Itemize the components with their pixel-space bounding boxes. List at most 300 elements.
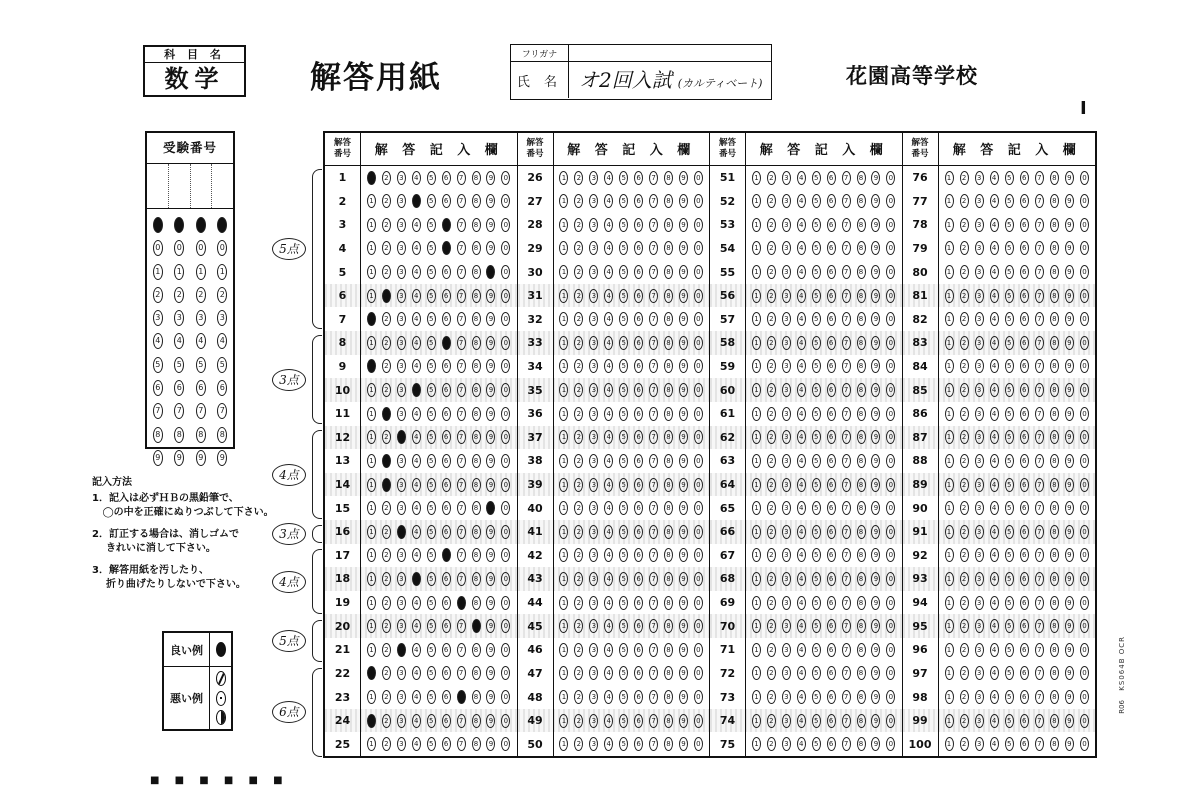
answer-bubble[interactable]: 5 xyxy=(427,454,436,468)
answer-bubble[interactable]: 5 xyxy=(812,737,821,751)
answer-bubble[interactable]: 9 xyxy=(486,690,495,704)
answer-bubble[interactable]: 6 xyxy=(1020,596,1029,610)
answer-bubble[interactable]: 8 xyxy=(472,454,481,468)
answer-bubble[interactable]: 6 xyxy=(634,548,643,562)
answer-bubble[interactable]: 8 xyxy=(664,359,673,373)
answer-bubble[interactable]: 8 xyxy=(664,241,673,255)
answer-bubble[interactable]: 5 xyxy=(1005,619,1014,633)
answer-bubble[interactable]: 9 xyxy=(679,359,688,373)
answer-bubble[interactable]: 5 xyxy=(427,336,436,350)
answer-bubble[interactable]: 3 xyxy=(782,312,791,326)
answer-bubble[interactable]: 0 xyxy=(1080,737,1089,751)
answer-bubble[interactable]: 5 xyxy=(427,525,436,539)
answer-bubble[interactable]: 5 xyxy=(427,643,436,657)
answer-bubble[interactable]: 1 xyxy=(752,218,761,232)
answer-bubble[interactable]: 1 xyxy=(752,643,761,657)
answer-bubble[interactable]: 8 xyxy=(857,501,866,515)
answer-bubble[interactable]: 0 xyxy=(1080,383,1089,397)
answer-bubble[interactable]: 6 xyxy=(634,194,643,208)
answer-bubble[interactable]: 9 xyxy=(1065,666,1074,680)
answer-bubble[interactable]: 1 xyxy=(945,265,954,279)
answer-bubble[interactable]: 8 xyxy=(664,171,673,185)
answer-bubble[interactable]: 5 xyxy=(427,194,436,208)
examinee-digit-bubble[interactable]: 3 xyxy=(153,310,163,326)
answer-bubble[interactable]: 1 xyxy=(752,407,761,421)
answer-bubble[interactable]: 8 xyxy=(664,265,673,279)
answer-bubble[interactable]: 9 xyxy=(486,454,495,468)
answer-bubble[interactable]: 0 xyxy=(501,619,510,633)
answer-bubble[interactable]: 8 xyxy=(1050,312,1059,326)
answer-bubble[interactable]: 8 xyxy=(472,596,481,610)
answer-bubble[interactable]: 3 xyxy=(975,478,984,492)
answer-bubble[interactable]: 9 xyxy=(871,501,880,515)
answer-bubble[interactable]: 7 xyxy=(457,194,466,208)
answer-bubble[interactable]: 2 xyxy=(574,643,583,657)
examinee-digit-bubble[interactable]: 9 xyxy=(217,450,227,466)
answer-bubble[interactable]: 8 xyxy=(1050,383,1059,397)
answer-bubble[interactable]: 4 xyxy=(797,666,806,680)
answer-bubble[interactable]: 2 xyxy=(574,430,583,444)
answer-bubble[interactable]: 9 xyxy=(486,194,495,208)
answer-bubble[interactable]: 8 xyxy=(664,643,673,657)
answer-bubble[interactable]: 4 xyxy=(412,194,421,208)
answer-bubble[interactable]: 9 xyxy=(1065,383,1074,397)
answer-bubble[interactable]: 2 xyxy=(574,383,583,397)
answer-bubble[interactable]: 0 xyxy=(1080,194,1089,208)
answer-bubble[interactable]: 1 xyxy=(559,643,568,657)
answer-bubble[interactable]: 9 xyxy=(1065,737,1074,751)
answer-bubble[interactable]: 1 xyxy=(945,194,954,208)
answer-bubble[interactable]: 6 xyxy=(1020,407,1029,421)
answer-bubble[interactable]: 2 xyxy=(382,548,391,562)
answer-bubble[interactable]: 2 xyxy=(574,525,583,539)
answer-bubble[interactable]: 2 xyxy=(960,619,969,633)
answer-bubble[interactable]: 6 xyxy=(634,171,643,185)
answer-bubble[interactable]: 5 xyxy=(427,407,436,421)
answer-bubble[interactable]: 6 xyxy=(827,359,836,373)
answer-bubble[interactable]: 2 xyxy=(960,643,969,657)
answer-bubble[interactable]: 7 xyxy=(1035,407,1044,421)
answer-bubble[interactable]: 7 xyxy=(1035,525,1044,539)
answer-bubble[interactable]: 8 xyxy=(857,383,866,397)
answer-bubble[interactable]: 2 xyxy=(767,643,776,657)
answer-bubble[interactable]: 2 xyxy=(960,501,969,515)
answer-bubble[interactable]: 5 xyxy=(427,501,436,515)
answer-bubble[interactable]: 8 xyxy=(857,643,866,657)
answer-bubble[interactable]: 0 xyxy=(1080,265,1089,279)
answer-bubble[interactable]: 4 xyxy=(797,548,806,562)
answer-bubble[interactable]: 3 xyxy=(975,289,984,303)
answer-bubble[interactable]: 5 xyxy=(619,383,628,397)
answer-bubble[interactable]: 1 xyxy=(367,619,376,633)
answer-bubble[interactable]: 9 xyxy=(1065,596,1074,610)
answer-bubble[interactable]: 3 xyxy=(589,501,598,515)
answer-bubble[interactable]: 3 xyxy=(397,171,406,185)
answer-bubble[interactable]: 7 xyxy=(649,171,658,185)
answer-bubble[interactable]: 6 xyxy=(827,478,836,492)
answer-bubble[interactable]: 7 xyxy=(1035,548,1044,562)
answer-bubble[interactable]: 2 xyxy=(574,714,583,728)
answer-bubble[interactable]: 6 xyxy=(1020,478,1029,492)
answer-bubble[interactable]: 3 xyxy=(589,194,598,208)
answer-bubble[interactable]: 7 xyxy=(649,525,658,539)
answer-bubble[interactable]: 7 xyxy=(457,171,466,185)
answer-bubble[interactable]: 7 xyxy=(457,548,466,562)
answer-bubble[interactable]: 4 xyxy=(797,572,806,586)
answer-bubble[interactable]: 5 xyxy=(1005,265,1014,279)
answer-bubble[interactable]: 5 xyxy=(619,714,628,728)
answer-bubble[interactable]: 4 xyxy=(990,501,999,515)
answer-bubble[interactable]: 7 xyxy=(1035,572,1044,586)
answer-bubble[interactable]: 6 xyxy=(827,430,836,444)
answer-bubble[interactable]: 3 xyxy=(589,548,598,562)
answer-bubble[interactable]: 6 xyxy=(1020,714,1029,728)
answer-bubble[interactable]: 4 xyxy=(990,643,999,657)
answer-bubble[interactable]: 7 xyxy=(842,359,851,373)
answer-bubble[interactable]: 8 xyxy=(472,218,481,232)
answer-bubble[interactable]: 2 xyxy=(574,572,583,586)
answer-bubble[interactable]: 5 xyxy=(619,690,628,704)
answer-bubble[interactable]: 6 xyxy=(442,690,451,704)
answer-bubble[interactable]: 9 xyxy=(871,525,880,539)
answer-bubble[interactable]: 7 xyxy=(649,218,658,232)
answer-bubble[interactable]: 7 xyxy=(649,478,658,492)
answer-bubble[interactable]: 0 xyxy=(501,737,510,751)
answer-bubble[interactable]: 4 xyxy=(797,643,806,657)
answer-bubble[interactable]: 5 xyxy=(1005,218,1014,232)
answer-bubble[interactable]: 7 xyxy=(842,194,851,208)
answer-bubble[interactable]: 2 xyxy=(574,478,583,492)
answer-bubble[interactable]: 1 xyxy=(752,714,761,728)
answer-bubble[interactable]: 3 xyxy=(782,430,791,444)
answer-bubble[interactable]: 0 xyxy=(501,643,510,657)
answer-bubble[interactable]: 4 xyxy=(604,383,613,397)
answer-bubble[interactable]: 1 xyxy=(752,596,761,610)
answer-bubble[interactable]: 4 xyxy=(604,572,613,586)
answer-bubble[interactable]: 1 xyxy=(559,336,568,350)
answer-bubble[interactable]: 9 xyxy=(679,289,688,303)
answer-bubble[interactable]: 3 xyxy=(975,454,984,468)
answer-bubble[interactable]: 0 xyxy=(1080,478,1089,492)
answer-bubble[interactable]: 8 xyxy=(857,596,866,610)
answer-bubble[interactable]: 3 xyxy=(782,525,791,539)
answer-bubble[interactable]: 8 xyxy=(664,690,673,704)
answer-bubble[interactable]: 3 xyxy=(975,241,984,255)
answer-bubble[interactable]: 4 xyxy=(797,241,806,255)
answer-bubble[interactable]: 9 xyxy=(871,737,880,751)
answer-bubble[interactable]: 5 xyxy=(619,241,628,255)
answer-bubble[interactable]: 3 xyxy=(589,289,598,303)
answer-bubble[interactable]: 9 xyxy=(871,548,880,562)
answer-bubble[interactable]: 9 xyxy=(1065,312,1074,326)
answer-bubble[interactable]: 0 xyxy=(1080,643,1089,657)
examinee-digit-bubble[interactable]: 7 xyxy=(217,403,227,419)
answer-bubble[interactable]: 3 xyxy=(975,194,984,208)
answer-bubble[interactable]: 2 xyxy=(960,336,969,350)
answer-bubble[interactable]: 1 xyxy=(559,171,568,185)
answer-bubble[interactable]: 3 xyxy=(782,171,791,185)
examinee-digit-bubble[interactable]: 7 xyxy=(153,403,163,419)
answer-bubble[interactable]: 5 xyxy=(1005,690,1014,704)
answer-bubble[interactable]: 8 xyxy=(857,194,866,208)
answer-bubble[interactable]: 8 xyxy=(472,501,481,515)
answer-bubble[interactable]: 0 xyxy=(1080,596,1089,610)
answer-bubble[interactable]: 5 xyxy=(619,289,628,303)
answer-bubble[interactable]: 9 xyxy=(871,289,880,303)
answer-bubble[interactable]: 1 xyxy=(752,737,761,751)
answer-bubble[interactable]: 4 xyxy=(604,501,613,515)
answer-bubble[interactable]: 3 xyxy=(397,690,406,704)
answer-bubble[interactable]: 2 xyxy=(382,501,391,515)
answer-bubble[interactable]: 0 xyxy=(694,501,703,515)
answer-bubble[interactable]: 9 xyxy=(1065,454,1074,468)
answer-bubble[interactable]: 4 xyxy=(990,312,999,326)
answer-bubble[interactable]: 7 xyxy=(842,218,851,232)
answer-bubble[interactable]: 0 xyxy=(694,737,703,751)
answer-bubble[interactable]: 4 xyxy=(990,454,999,468)
answer-bubble[interactable]: 9 xyxy=(679,430,688,444)
answer-bubble[interactable]: 2 xyxy=(960,359,969,373)
answer-bubble[interactable]: 5 xyxy=(812,454,821,468)
answer-bubble[interactable]: 1 xyxy=(367,525,376,539)
answer-bubble[interactable]: 7 xyxy=(457,218,466,232)
answer-bubble[interactable]: 0 xyxy=(694,596,703,610)
answer-bubble[interactable]: 7 xyxy=(649,359,658,373)
answer-bubble[interactable]: 0 xyxy=(1080,525,1089,539)
answer-bubble[interactable]: 3 xyxy=(397,312,406,326)
answer-bubble[interactable]: 2 xyxy=(574,548,583,562)
answer-bubble[interactable]: 6 xyxy=(634,218,643,232)
answer-bubble[interactable]: 7 xyxy=(842,548,851,562)
answer-bubble[interactable]: 0 xyxy=(501,194,510,208)
answer-bubble[interactable]: 6 xyxy=(827,737,836,751)
answer-bubble[interactable]: 9 xyxy=(1065,501,1074,515)
answer-bubble[interactable]: 9 xyxy=(486,289,495,303)
examinee-digit-bubble[interactable]: 4 xyxy=(217,333,227,349)
answer-bubble[interactable]: 9 xyxy=(1065,289,1074,303)
answer-bubble[interactable]: 7 xyxy=(649,714,658,728)
answer-bubble[interactable]: 0 xyxy=(501,478,510,492)
answer-bubble[interactable]: 9 xyxy=(486,596,495,610)
answer-bubble[interactable]: 6 xyxy=(827,548,836,562)
answer-bubble[interactable]: 9 xyxy=(871,312,880,326)
answer-bubble[interactable]: 7 xyxy=(457,690,466,704)
answer-bubble[interactable]: 5 xyxy=(1005,548,1014,562)
answer-bubble[interactable]: 6 xyxy=(442,312,451,326)
answer-bubble[interactable]: 8 xyxy=(1050,643,1059,657)
answer-bubble[interactable]: 9 xyxy=(486,218,495,232)
answer-bubble[interactable]: 8 xyxy=(664,312,673,326)
answer-bubble[interactable]: 0 xyxy=(1080,241,1089,255)
answer-bubble[interactable]: 2 xyxy=(574,241,583,255)
answer-bubble[interactable]: 1 xyxy=(945,643,954,657)
answer-bubble[interactable]: 9 xyxy=(1065,690,1074,704)
answer-bubble[interactable]: 3 xyxy=(782,265,791,279)
answer-bubble[interactable]: 1 xyxy=(752,430,761,444)
answer-bubble[interactable]: 7 xyxy=(842,690,851,704)
answer-bubble[interactable]: 1 xyxy=(752,265,761,279)
answer-bubble[interactable]: 1 xyxy=(945,714,954,728)
answer-bubble[interactable]: 7 xyxy=(457,312,466,326)
answer-bubble[interactable]: 3 xyxy=(589,336,598,350)
answer-bubble[interactable]: 7 xyxy=(649,454,658,468)
answer-bubble[interactable]: 3 xyxy=(589,714,598,728)
answer-bubble[interactable]: 1 xyxy=(752,619,761,633)
answer-bubble[interactable]: 0 xyxy=(501,383,510,397)
answer-bubble[interactable]: 2 xyxy=(574,359,583,373)
answer-bubble[interactable]: 0 xyxy=(501,572,510,586)
answer-bubble[interactable]: 2 xyxy=(574,619,583,633)
answer-bubble[interactable]: 6 xyxy=(1020,666,1029,680)
answer-bubble[interactable]: 6 xyxy=(442,501,451,515)
answer-bubble[interactable]: 3 xyxy=(975,596,984,610)
answer-bubble[interactable]: 5 xyxy=(427,690,436,704)
answer-bubble[interactable]: 7 xyxy=(1035,666,1044,680)
answer-bubble[interactable]: 5 xyxy=(812,643,821,657)
examinee-digit-bubble[interactable]: 3 xyxy=(174,310,184,326)
answer-bubble[interactable]: 1 xyxy=(367,336,376,350)
answer-bubble[interactable]: 9 xyxy=(486,430,495,444)
answer-bubble[interactable]: 3 xyxy=(397,241,406,255)
answer-bubble[interactable]: 2 xyxy=(960,171,969,185)
answer-bubble[interactable]: 7 xyxy=(457,383,466,397)
examinee-digit-bubble[interactable]: 2 xyxy=(217,287,227,303)
answer-bubble[interactable]: 2 xyxy=(767,737,776,751)
answer-bubble[interactable]: 4 xyxy=(604,478,613,492)
answer-bubble[interactable]: 1 xyxy=(559,666,568,680)
answer-bubble[interactable]: 9 xyxy=(1065,171,1074,185)
answer-bubble[interactable]: 8 xyxy=(472,643,481,657)
answer-bubble[interactable]: 2 xyxy=(382,666,391,680)
answer-bubble[interactable]: 1 xyxy=(945,218,954,232)
answer-bubble[interactable]: 7 xyxy=(457,643,466,657)
answer-bubble[interactable]: 4 xyxy=(412,407,421,421)
answer-bubble[interactable]: 9 xyxy=(871,265,880,279)
answer-bubble[interactable]: 5 xyxy=(619,265,628,279)
answer-bubble[interactable]: 5 xyxy=(427,430,436,444)
answer-bubble[interactable]: 3 xyxy=(397,265,406,279)
answer-bubble[interactable]: 2 xyxy=(960,478,969,492)
answer-bubble[interactable]: 1 xyxy=(945,548,954,562)
answer-bubble[interactable]: 0 xyxy=(886,359,895,373)
answer-bubble[interactable]: 1 xyxy=(367,714,376,728)
answer-bubble[interactable]: 8 xyxy=(1050,501,1059,515)
answer-bubble[interactable]: 2 xyxy=(574,407,583,421)
answer-bubble[interactable]: 3 xyxy=(589,454,598,468)
answer-bubble[interactable]: 6 xyxy=(442,525,451,539)
answer-bubble[interactable]: 3 xyxy=(397,737,406,751)
answer-bubble[interactable]: 5 xyxy=(812,690,821,704)
answer-bubble[interactable]: 2 xyxy=(767,194,776,208)
answer-bubble[interactable]: 9 xyxy=(486,643,495,657)
examinee-digit-bubble[interactable]: 8 xyxy=(174,427,184,443)
answer-bubble[interactable]: 8 xyxy=(472,289,481,303)
answer-bubble[interactable]: 8 xyxy=(1050,171,1059,185)
answer-bubble[interactable]: 9 xyxy=(679,525,688,539)
answer-bubble[interactable]: 3 xyxy=(397,619,406,633)
answer-bubble[interactable]: 0 xyxy=(886,454,895,468)
answer-bubble[interactable]: 3 xyxy=(975,737,984,751)
answer-bubble[interactable]: 8 xyxy=(857,525,866,539)
answer-bubble[interactable]: 7 xyxy=(649,407,658,421)
answer-bubble[interactable]: 5 xyxy=(812,407,821,421)
answer-bubble[interactable]: 4 xyxy=(990,407,999,421)
answer-bubble[interactable]: 8 xyxy=(857,478,866,492)
answer-bubble[interactable]: 6 xyxy=(827,454,836,468)
answer-bubble[interactable]: 0 xyxy=(501,359,510,373)
examinee-digit-bubble[interactable]: 6 xyxy=(153,380,163,396)
answer-bubble[interactable]: 8 xyxy=(857,218,866,232)
answer-bubble[interactable]: 8 xyxy=(1050,194,1059,208)
answer-bubble[interactable]: 7 xyxy=(457,714,466,728)
answer-bubble[interactable]: 5 xyxy=(1005,289,1014,303)
answer-bubble[interactable]: 5 xyxy=(812,596,821,610)
answer-bubble[interactable]: 1 xyxy=(945,336,954,350)
answer-bubble[interactable]: 1 xyxy=(559,478,568,492)
answer-bubble[interactable]: 0 xyxy=(694,407,703,421)
answer-bubble[interactable]: 1 xyxy=(367,690,376,704)
answer-bubble[interactable]: 4 xyxy=(604,714,613,728)
answer-bubble[interactable]: 6 xyxy=(827,265,836,279)
answer-bubble[interactable]: 4 xyxy=(412,666,421,680)
answer-bubble[interactable]: 1 xyxy=(945,737,954,751)
answer-bubble[interactable]: 3 xyxy=(397,430,406,444)
answer-bubble[interactable]: 0 xyxy=(886,312,895,326)
answer-bubble[interactable]: 6 xyxy=(1020,265,1029,279)
examinee-digit-bubble[interactable]: 8 xyxy=(153,427,163,443)
answer-bubble[interactable]: 9 xyxy=(1065,478,1074,492)
answer-bubble[interactable]: 1 xyxy=(367,430,376,444)
answer-bubble[interactable]: 7 xyxy=(649,690,658,704)
answer-bubble[interactable]: 1 xyxy=(559,619,568,633)
answer-bubble[interactable]: 9 xyxy=(871,383,880,397)
answer-bubble[interactable]: 9 xyxy=(871,407,880,421)
answer-bubble[interactable]: 5 xyxy=(619,478,628,492)
answer-bubble[interactable]: 0 xyxy=(886,596,895,610)
answer-bubble[interactable]: 6 xyxy=(634,454,643,468)
answer-bubble[interactable]: 6 xyxy=(634,478,643,492)
examinee-digit-bubble[interactable]: 9 xyxy=(174,450,184,466)
answer-bubble[interactable]: 2 xyxy=(767,265,776,279)
answer-bubble[interactable]: 7 xyxy=(842,501,851,515)
answer-bubble[interactable]: 3 xyxy=(782,596,791,610)
answer-bubble[interactable]: 2 xyxy=(960,454,969,468)
answer-bubble[interactable]: 4 xyxy=(797,336,806,350)
answer-bubble[interactable]: 3 xyxy=(782,218,791,232)
answer-bubble[interactable]: 2 xyxy=(767,525,776,539)
answer-bubble[interactable]: 3 xyxy=(589,359,598,373)
answer-bubble[interactable]: 3 xyxy=(589,525,598,539)
answer-bubble[interactable]: 1 xyxy=(367,737,376,751)
answer-bubble[interactable]: 7 xyxy=(649,194,658,208)
answer-bubble[interactable]: 7 xyxy=(842,289,851,303)
answer-bubble[interactable]: 1 xyxy=(945,312,954,326)
answer-bubble[interactable]: 1 xyxy=(367,218,376,232)
answer-bubble[interactable]: 4 xyxy=(412,525,421,539)
answer-bubble[interactable]: 7 xyxy=(649,336,658,350)
answer-bubble[interactable]: 1 xyxy=(559,525,568,539)
answer-bubble[interactable]: 9 xyxy=(871,666,880,680)
answer-bubble[interactable]: 0 xyxy=(1080,171,1089,185)
answer-bubble[interactable]: 5 xyxy=(427,359,436,373)
answer-bubble[interactable]: 0 xyxy=(694,265,703,279)
answer-bubble[interactable]: 6 xyxy=(1020,171,1029,185)
answer-bubble[interactable]: 2 xyxy=(767,218,776,232)
answer-bubble[interactable]: 6 xyxy=(442,454,451,468)
answer-bubble[interactable]: 2 xyxy=(767,690,776,704)
answer-bubble[interactable]: 9 xyxy=(871,336,880,350)
answer-bubble[interactable]: 1 xyxy=(752,690,761,704)
